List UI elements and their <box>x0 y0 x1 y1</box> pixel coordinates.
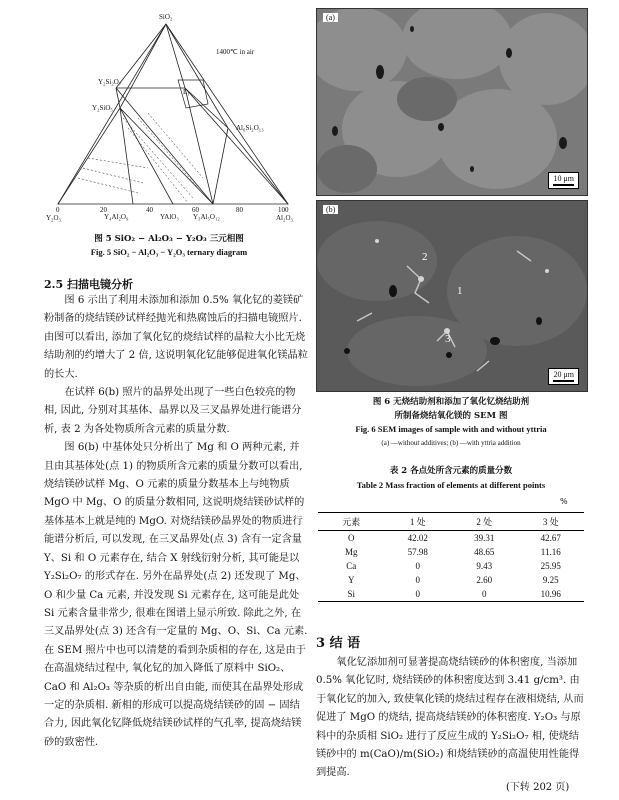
phase-label: Y₂SiO₅ <box>92 104 113 112</box>
left-column-text <box>44 292 308 800</box>
fig6-caption-sub: (a) —without additives; (b) —with yttria addition <box>381 439 521 447</box>
table-header: 2 处 <box>451 513 518 531</box>
table-cell: Y <box>348 575 355 585</box>
table-row <box>318 587 584 602</box>
panel-label-b: (b) <box>323 205 338 214</box>
fig5-caption-cn: 图 5 SiO₂ − Al₂O₃ − Y₂O₃ 三元相图 <box>94 234 244 244</box>
phase-label: Y₂Si₂O₇ <box>98 78 122 86</box>
table-cell: 10.96 <box>518 587 585 602</box>
table-cell: 0 <box>415 575 420 585</box>
ternary-phase-diagram <box>28 8 308 230</box>
condition-label: 1400℃ in air <box>216 48 255 56</box>
tick-label: 100 <box>278 206 289 214</box>
vertex-y2o3: Y₂O₃ <box>46 214 61 222</box>
table-cell: 9.25 <box>542 575 559 585</box>
table-cell: 42.67 <box>540 533 561 543</box>
vertex-al2o3: Al₂O₃ <box>276 214 293 222</box>
table-row <box>318 531 584 546</box>
table-cell: 39.31 <box>474 533 495 543</box>
phase-label: Y₃Al₅O₁₂ <box>193 213 220 221</box>
table2-title-cn: 表 2 各点处所含元素的质量分数 <box>389 466 513 476</box>
phase-label: Al₆Si₂O₁₃ <box>236 124 264 132</box>
table-cell: 0 <box>385 587 452 602</box>
phase-label: Y₄Al₂O₉ <box>104 213 129 221</box>
table-cell: Mg <box>344 547 358 557</box>
scale-bar-b <box>548 368 579 385</box>
table-cell: 0 <box>451 587 518 602</box>
tick-label: 0 <box>56 206 60 214</box>
table-cell: 0 <box>415 561 420 571</box>
table-header: 3 处 <box>518 513 585 531</box>
table-cell: 42.02 <box>407 533 428 543</box>
table-cell: Ca <box>346 561 357 571</box>
table-cell: O <box>348 533 355 543</box>
panel-label-a: (a) <box>323 13 338 22</box>
fig6-caption-en: Fig. 6 SEM images of sample with and without yttria <box>355 424 547 434</box>
table-cell: 2.60 <box>476 575 493 585</box>
paragraph: 图 6 示出了利用未添加和添加 0.5% 氧化钇的菱镁矿粉制备的烧结镁砂试样经抛光和热腐蚀后的扫描电镜照片. 由图可以看出, 添加了氧化钇的烧结试样的晶粒大小比无烧结助剂的约增大了 2 倍, 这说明氧化钇能够促进氧化镁晶粒的长大. <box>44 295 308 380</box>
table-header: 1 处 <box>385 513 452 531</box>
tick-label: 20 <box>100 206 107 214</box>
tick-label: 80 <box>236 206 243 214</box>
conclusion-text <box>316 654 586 783</box>
fig5-caption-en: Fig. 5 SiO₂ − Al₂O₃ − Y₂O₃ ternary diagram <box>90 247 248 257</box>
table-cell: 11.16 <box>540 547 561 557</box>
table2-unit: % <box>560 497 568 506</box>
paragraph: 氧化钇添加剂可显著提高烧结镁砂的体积密度, 当添加 0.5% 氧化钇时, 烧结镁砂的体积密度达到 3.41 g/cm³. 由于氧化钇的加入, 致使氧化镁的烧结过程存在液相烧结, 从而促进了 MgO 的烧结, 提高烧结镁砂的体积密度. Y₂O₃ 与原料中的杂质相 SiO₂ 进行了反应生成的 Y₂Si₂O₇ 相, 使烧结镁砂中的 m(CaO)/m(SiO₂) 和烧结镁砂的高温使用性能得到提高. <box>316 657 584 779</box>
paragraph: 在试样 6(b) 照片的晶界处出现了一些白色较亮的物相, 因此, 分别对其基体、晶界以及三叉晶界处进行能谱分析, 表 2 为各处物质所含元素的质量分数. <box>44 387 302 435</box>
phase-label: YAlO₃ <box>160 213 179 221</box>
table-cell: 9.43 <box>476 561 493 571</box>
table-row <box>318 559 584 573</box>
table-cell: 25.95 <box>540 561 561 571</box>
scale-bar-label: 20 μm <box>553 370 574 379</box>
table-cell: 48.65 <box>474 547 495 557</box>
point-label-3: 3 <box>445 333 451 345</box>
paragraph: 图 6(b) 中基体处只分析出了 Mg 和 O 两种元素, 并且由其基体处(点 1) 的物质所含元素的质量分数可以看出, 烧结镁砂试样 Mg、O 元素的质量分数基本上与纯物质 MgO 中 Mg、O 的质量分数相同, 这说明烧结镁砂试样的基体基本上就是纯的 MgO. 对烧结镁砂晶界处的物质进行能谱分析后, 可以发现, 在三叉晶界处(点 3) 含有一定含量 Y、Si 和 O 元素存在, 结合 X 射线衍射分析, 其可能是以 Y₂Si₂O₇ 的形式存在. 另外在晶界处(点 2) 还发现了 Mg、O 和少量 Ca 元素, 并没发现 Si 元素存在, 这可能是此处 Si 元素含量非常少, 很难在图谱上显示所致. 除此之外, 在三叉晶界处(点 3) 还含有一定量的 Mg、O、Si、Ca 元素. 在 SEM 照片中也可以清楚的看到杂质相的存在, 这是由于在高温烧结过程中, 氧化钇的加入降低了原料中 SiO₂、CaO 和 Al₂O₃ 等杂质的析出自由能, 而使其在晶界处形成一定的杂质相. 新相的形成可以提高烧结镁砂的固 − 固结合力, 因此氧化钇降低烧结镁砂试样的气孔率, 提高烧结镁砂的致密性. <box>44 442 308 748</box>
table-header: 元素 <box>318 513 385 531</box>
point-label-1: 1 <box>457 285 463 297</box>
table-cell: Si <box>318 587 385 602</box>
sem-image-a <box>316 8 588 196</box>
table-row <box>318 573 584 587</box>
tick-label: 60 <box>192 206 199 214</box>
scale-bar-label: 10 μm <box>553 174 574 183</box>
fig6-caption-cn-2: 所制备烧结氧化镁的 SEM 图 <box>394 411 508 421</box>
phase-label: L₁ <box>183 88 190 96</box>
tick-label: 40 <box>146 206 153 214</box>
scale-bar-a <box>548 172 579 189</box>
table2-title-en: Table 2 Mass fraction of elements at different points <box>356 480 546 490</box>
table-row <box>318 545 584 559</box>
fig6-caption-cn-1: 图 6 无烧结助剂和添加了氧化钇烧结助剂 <box>372 397 530 407</box>
table-header-row <box>318 513 584 531</box>
element-table <box>318 512 584 602</box>
continued-note: (下转 202 页) <box>506 782 570 793</box>
section-2-5-title: 2.5 扫描电镜分析 <box>44 278 133 291</box>
table-cell: 57.98 <box>407 547 428 557</box>
vertex-sio2: SiO₂ <box>159 13 173 21</box>
point-label-2: 2 <box>422 251 428 263</box>
sem-image-b <box>316 200 588 392</box>
section-3-title: 3 结 语 <box>316 636 361 651</box>
